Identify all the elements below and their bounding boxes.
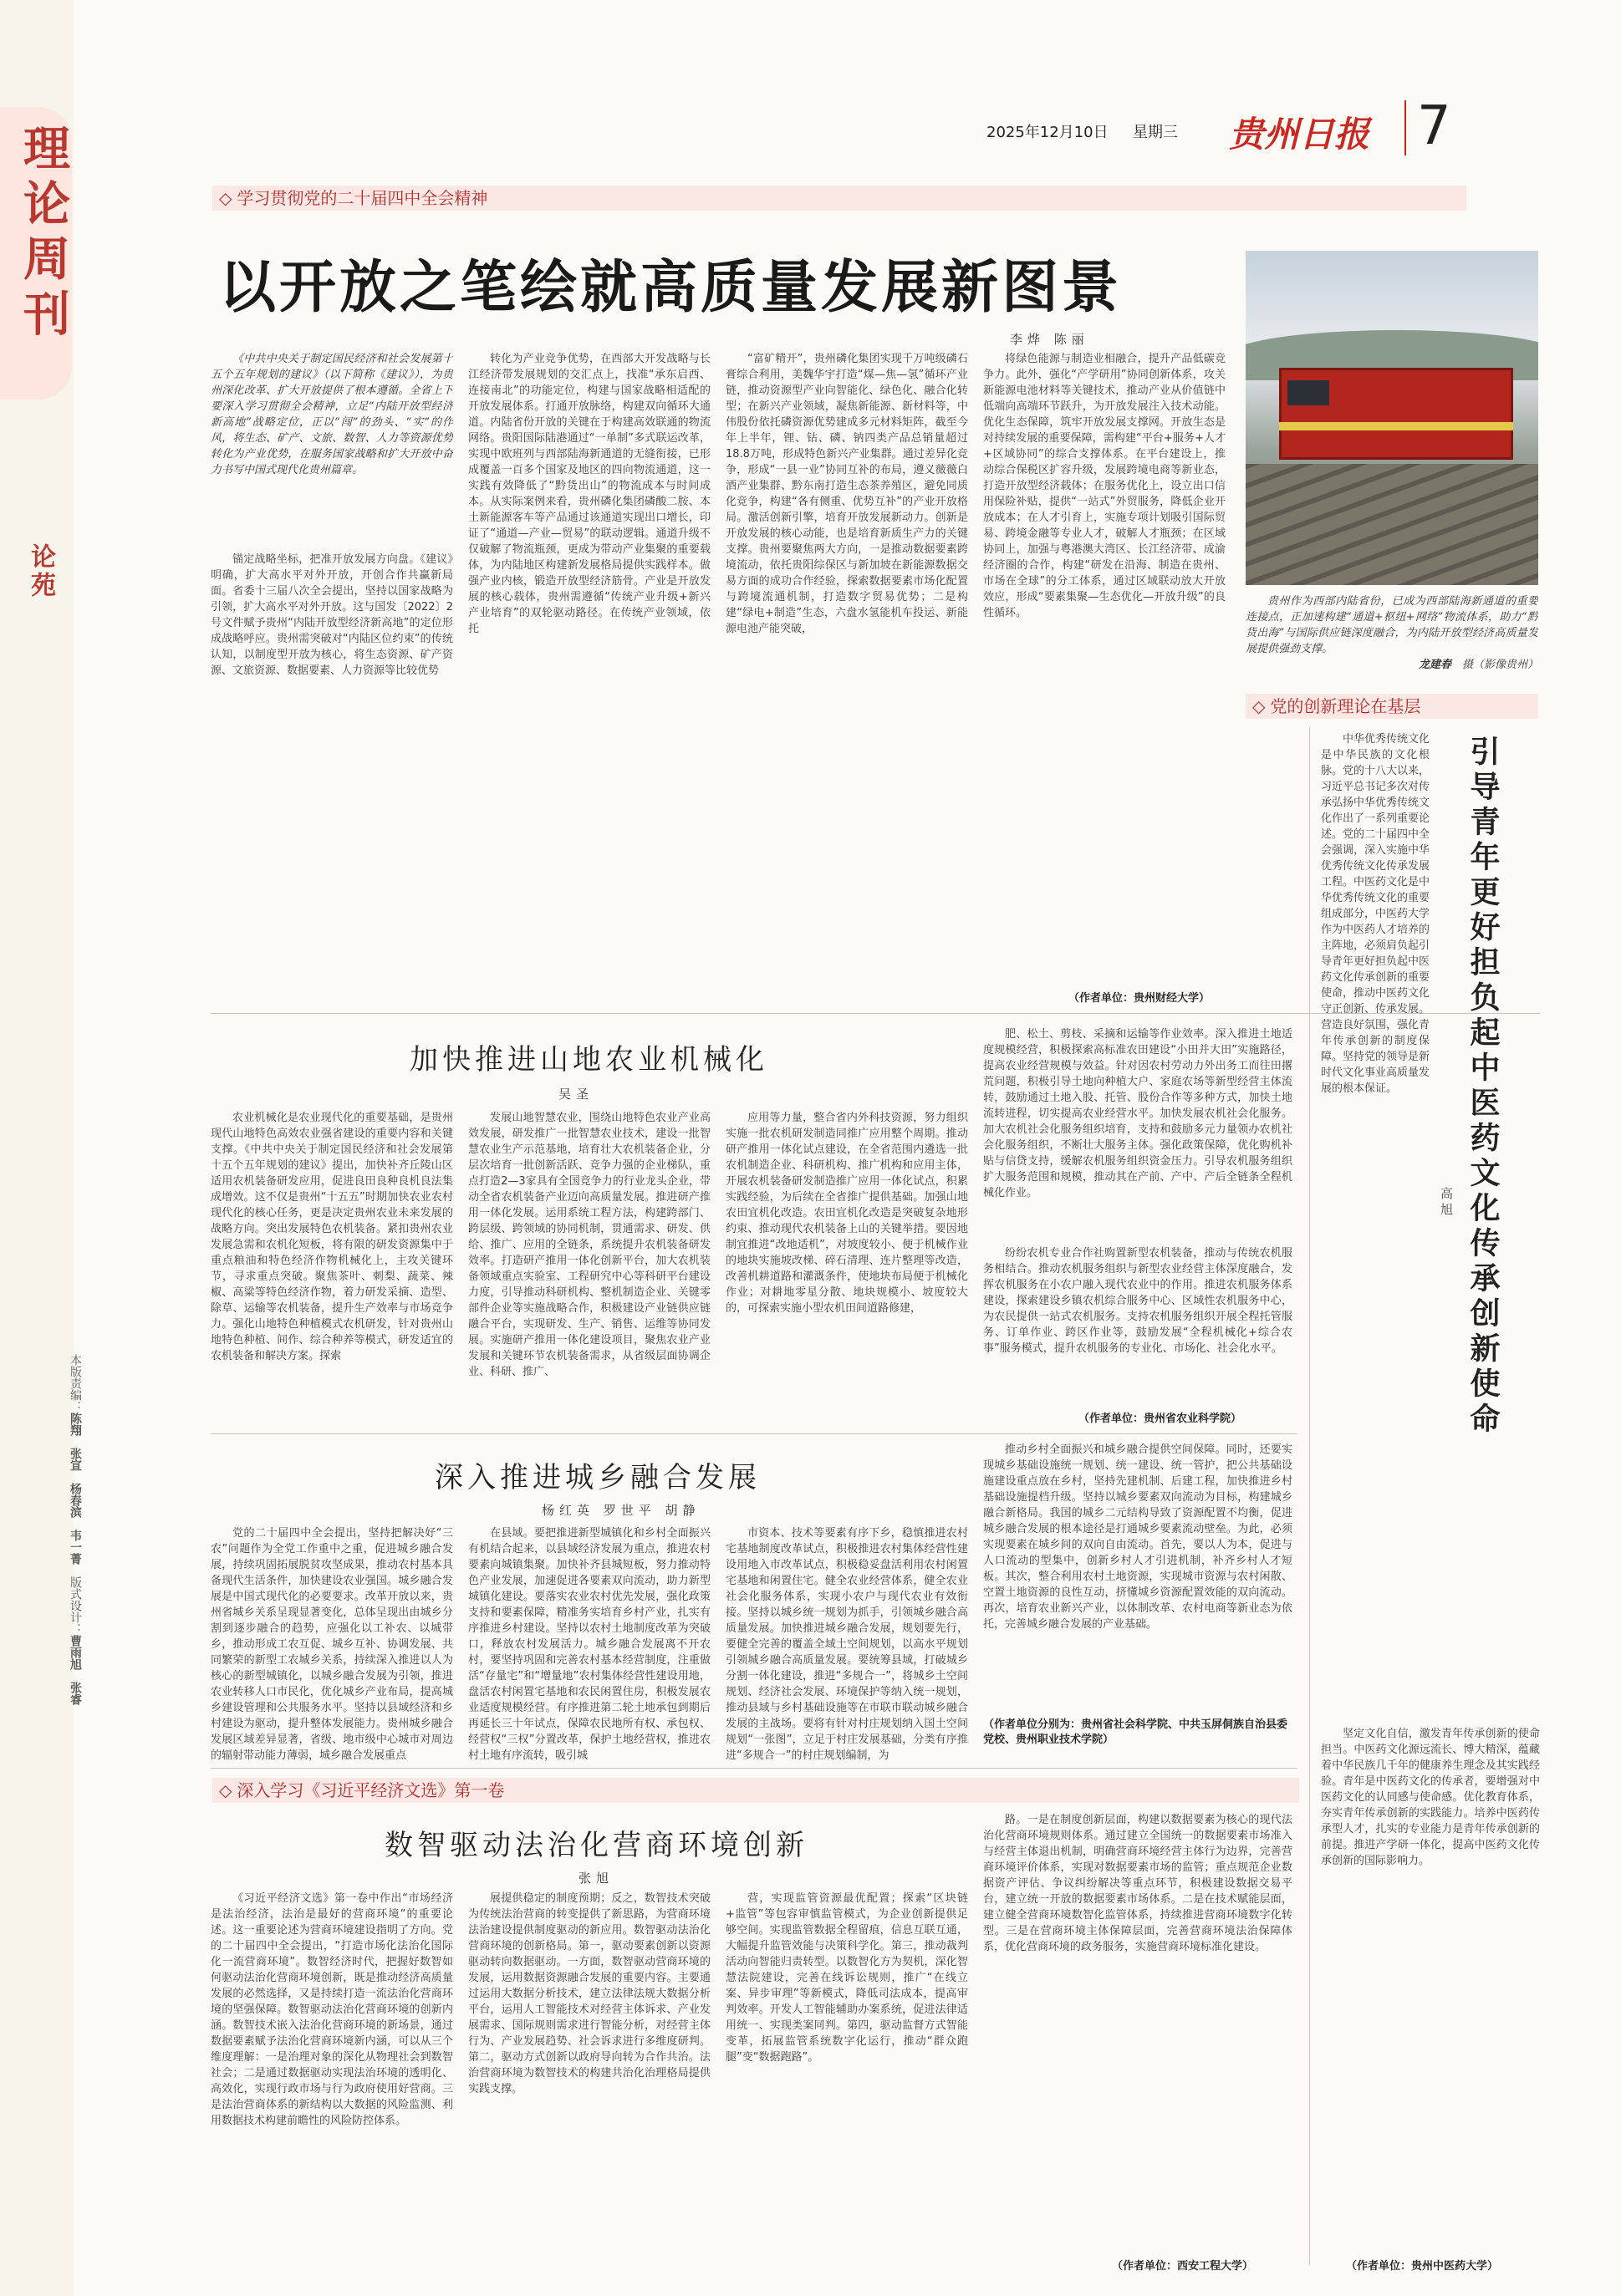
tag-innovation-grassroots [1246, 694, 1538, 719]
article2-col5 [983, 1245, 1292, 1404]
body-text: 展提供稳定的制度预期；反之，数智技术突破为传统法治营商的转变提供了新思路，为营商环境法治建设提供制度驱动的新应用。数智驱动法治化营商环境的创新格局。第一，驱动要素创新以资源驱动转向数据驱动。一方面，数智驱动营商环境的发展，运用数据资源融合发展的重要内容。主要通过运用大数据分析技术，建立法律法规大数据分析平台，运用人工智能技术对经营主体诉求、产业发展需求、国际规则需求进行智能分析，对经营主体行为、产业发展趋势、社会诉求进行多维度研判。第二，驱动方式创新以政府导向转为合作共治。法治营商环境为数智技术的构建共治化治理格局提供实践支撑。 [468, 1892, 711, 2095]
photo-caption [1246, 593, 1538, 685]
diamond-icon: ◇ [219, 188, 232, 208]
body-text: 营，实现监管资源最优配置；探索“区块链+监管”等包容审慎监管模式，为企业创新提供足够空间。实现监管数据全程留痕，信息互联互通，大幅提升监管效能与决策科学化。第三，推动裁判活动向智能归责转型。以数智化方为契机，深化智慧法院建设，完善在线诉讼规则，推广“在线立案、异步审理”等新模式，降低司法成本，提高审判效率。开发人工智能辅助办案系统，促进法律适用统一、实现类案同判。第四，驱动监督方式智能变革，拓展监管系统数字化运行，推动“群众跑腿”变“数据跑路”。 [726, 1892, 968, 2064]
editor-name: 韦一菁 [69, 1530, 82, 1565]
caption-text: 贵州作为西部内陆省份，已成为西部陆海新通道的重要连接点，正加速构建“通道+枢纽+网络”物流体系，助力“黔货出海”与国际供应链深度融合，为内陆开放型经济高质量发展提供强劲支撑。 [1246, 595, 1538, 655]
tag-label: 学习贯彻党的二十届四中全会精神 [237, 188, 488, 208]
article5-title: 引导青年更好担负起中医药文化传承创新使命 [1466, 736, 1500, 1438]
body-text: 党的二十届四中全会提出，坚持把解决好“三农”问题作为全党工作重中之重，促进城乡融合发展，持续巩固拓展脱贫攻坚成果，推动农村基本具备现代生活条件，加快建设农业强国。城乡融合发展是中国式现代化的必要要求。改革开放以来，贵州省城乡关系呈现显著变化，总体呈现出由城乡分割到逐步融合的趋势，应强化以工补农、以城带乡，推动形成工农互促、城乡互补、协调发展、共同繁荣的新型工农城乡关系，持续深入推进以人为核心的新型城镇化，以城乡融合发展为引领，推进农业转移人口市民化，优化城乡产业布局，提高城乡建设管理和公共服务水平。坚持以县域经济和乡村建设为驱动，提升整体发展能力。贵州城乡融合发展区域差异显著，省级、地市级中心城市对周边的辐射带动能力薄弱，城乡融合发展重点 [211, 1527, 453, 1762]
body-text: 路。一是在制度创新层面，构建以数据要素为核心的现代法治化营商环境规则体系。通过建立全国统一的数据要素市场准入与经营主体退出机制，明确营商环境经营主体行为边界，完善营商环境评价体系，实现对数据要素市场的监管；重点规范企业数据资产评估、争议纠纷解决等重点环节，积极建设数据交易平台，建立统一开放的数据要素市场体系。二是在技术赋能层面，建立健全营商环境数智化监管体系，持续推进营商环境数字化转型。三是在营商环境主体保障层面，完善营商环境法治保障体系，优化营商环境的政务服务，实施营商环境标准化建设。 [983, 1814, 1292, 1953]
issue-date: 2025年12月10日 [986, 124, 1109, 141]
article3-title: 深入推进城乡融合发展 [435, 1461, 761, 1494]
editor-name: 张宣 [69, 1448, 82, 1471]
article2-author: 吴圣 [558, 1087, 594, 1102]
designer-name: 曹雨旭 [69, 1635, 82, 1670]
article1-unit: （作者单位：贵州财经大学） [1068, 992, 1211, 1005]
article1-lead [211, 351, 453, 535]
article3-col3 [726, 1525, 968, 1768]
article4-author: 张旭 [579, 1871, 614, 1886]
divider [211, 1433, 1297, 1434]
article4-col2 [468, 1891, 711, 2263]
article2-title: 加快推进山地农业机械化 [410, 1043, 768, 1077]
article4-col1 [211, 1891, 453, 2263]
article1-col4 [983, 351, 1226, 986]
layout-label: 版式设计： [69, 1576, 82, 1635]
masthead [986, 95, 1538, 159]
article2-col3 [726, 1110, 968, 1428]
article3-author: 杨红英 罗世平 胡静 [542, 1503, 701, 1518]
diamond-icon: ◇ [1252, 696, 1266, 716]
article4-title: 数智驱动法治化营商环境创新 [385, 1829, 808, 1862]
tag-label: 深入学习《习近平经济文选》第一卷 [237, 1780, 505, 1800]
article1-author: 李烨 陈丽 [1010, 332, 1089, 347]
article3-col2 [468, 1525, 711, 1768]
locomotive-stripe [1279, 422, 1513, 430]
editor-name: 杨春滨 [69, 1483, 82, 1518]
body-text: 推动乡村全面振兴和城乡融合提供空间保障。同时，还要实现城乡基础设施统一规划、统一建设、统一管护，把公共基础设施建设重点放在乡村，坚持先建机制、后建工程，加快推进乡村基础设施提档升级。坚持以城乡要素双向流动为目标，构建城乡融合新格局。我国的城乡二元结构导致了资源配置不均衡，促进城乡融合发展的根本途径是打通城乡要素流动壁垒。为此，必须实现要素在城乡间的双向自由流动。首先，要以人为本，促进与人口流动的型集中，创新乡村人才引进机制，补齐乡村人才短板。其次，整合利用农村土地资源，实现城市资源与农村闲散、空置土地资源的良性互动，挤懂城乡资源配置效能的双向流动。再次，培育农业新兴产业，以体制改革、农村电商等新业态为依托，完善城乡融合发展的产业基础。 [983, 1443, 1292, 1631]
article3-unit: （作者单位分别为：贵州省社会科学院、中共玉屏侗族自治县委党校、贵州职业技术学院） [983, 1718, 1288, 1746]
body-text: 转化为产业竞争优势，在西部大开发战略与长江经济带发展规划的交汇点上，找准“承东启西、连接南北”的功能定位，构建与国家战略相适配的开放发展体系。打通开放脉络，构建双向循环大通道。内陆省份开放的关键在于构建高效联通的物流网络。贵阳国际陆港通过“一单制”多式联运改革，实现中欧班列与西部陆海新通道的无缝衔接，已形成覆盖一百多个国家及地区的四向物流通道，这一实践有效降低了“黔货出山”的物流成本与时间成本。从实际案例来看，贵州磷化集团磷酸二胺、本土新能源客车等产品通过该通道实现出口增长，印证了“通道—产业—贸易”的联动逻辑。通道升级不仅破解了物流瓶颈，更成为带动产业集聚的重要载体，为内陆地区构建新发展格局提供实践样本。做强产业内核，锻造开放型经济筋骨。产业是开放发展的核心载体，贵州需遵循“传统产业升级+新兴产业培育”的双轮驱动路径。在传统产业领域，依托 [468, 353, 711, 635]
article4-col3 [726, 1891, 968, 2263]
diamond-icon: ◇ [219, 1780, 232, 1800]
article1-title: 以开放之笔绘就高质量发展新图景 [219, 255, 1123, 321]
masthead-divider [1404, 100, 1406, 155]
section-title: 理论周刊 [16, 124, 71, 344]
article4-unit: （作者单位：西安工程大学） [1112, 2260, 1254, 2273]
body-text: 纷纷农机专业合作社购置新型农机装备，推动与传统农机服务相结合。推动农机服务组织与新型农业经营主体深度融合，发挥农机服务在小农户融入现代农业中的作用。推进农机服务体系建设，探索建设乡镇农机综合服务中心、区域性农机服务中心，为农民提供一站式农机服务。支持农机服务组织开展全程托管服务、订单作业、跨区作业等，鼓励发展“全程机械化+综合农事”服务模式，提升农机服务的专业化、市场化、社会化水平。 [983, 1247, 1292, 1355]
article1-col3 [726, 351, 968, 1003]
body-text: 肥、松土、剪枝、采摘和运输等作业效率。深入推进土地适度规模经营，积极探索高标准农田建设“小田并大田”实施路径，提高农业经营规模与效益。针对因农村劳动力外出务工而往田撂荒问题，积极引导土地向种植大户、家庭农场等新型经营主体流转，鼓励通过土地入股、托管、股份合作等多种方式，加快土地流转进程，切实提高农业经营水平。加快发展农机社会化服务。加大农机社会化服务组织培育，支持和鼓励多元力量领办农机社会化服务组织，不断壮大服务主体。强化政策保障，优化购机补贴与信贷支持，缓解农机服务组织资金压力。引导农机服务组织扩大服务范围和规模，推动其在产前、产中、产后全链条全程机械化作业。 [983, 1028, 1292, 1199]
tag-study-economic-works [212, 1778, 1299, 1803]
lead-text: 《中共中央关于制定国民经济和社会发展第十五个五年规划的建议》（以下简称《建议》），为贵州深化改革、扩大开放提供了根本遵循。全省上下要深入学习贯彻全会精神，立足“内陆开放型经济新高地”战略定位，正以“闯”的劲头、“实”的作风，将生态、矿产、文旅、数智、人力等资源优势转化为产业优势，在服务国家战略和扩大开放中奋力书写中国式现代化贵州篇章。 [211, 353, 453, 476]
tag-study-plenum [212, 186, 1466, 211]
article2-unit: （作者单位：贵州省农业科学院） [1078, 1413, 1242, 1425]
body-text: 坚定文化自信，激发青年传承创新的使命担当。中医药文化源远流长、博大精深，蕴藏着中华民族几千年的健康养生理念及其实践经验。青年是中医药文化的传承者，要增强对中医药文化的认同感与使命感。优化教育体系，夯实青年传承创新的实践能力。培养中医药传承型人才，扎实的专业能力是青年传承创新的前提。推进产学研一体化，提高中医药文化传承创新的国际影响力。 [1321, 1728, 1540, 1867]
divider [211, 1768, 1297, 1769]
newspaper-logo: 贵州日报 [1229, 114, 1370, 155]
locomotive-window [1287, 380, 1329, 405]
editor-name: 陈翔 [69, 1413, 82, 1436]
article2-col2 [468, 1110, 711, 1428]
issue-weekday: 星期三 [1133, 124, 1178, 141]
body-text: 将绿色能源与制造业相融合，提升产品低碳竞争力。此外，强化“产学研用”协同创新体系，攻关新能源电池材料等关键技术，推动产业从价值链中低端向高端环节跃升，为开放发展注入技术动能。优化生态保障，筑牢开放发展支撑网。开放生态是对持续发展的重要保障，需构建“平台+服务+人才+区域协同”的综合支撑体系。在平台建设上，推动综合保税区扩容升级，发展跨境电商等新业态，打造开放型经济载体；在服务优化上，设立出口信用保险补贴，提供“一站式”外贸服务，降低企业开放成本；在人才引育上，实施专项计划吸引国际贸易、跨境金融等专业人才，破解人才瓶颈；在区域协同上，加强与粤港澳大湾区、长江经济带、成渝经济圈的合作，构建“研发在沿海、制造在贵州、市场在全球”的分工体系，通过区域联动放大开放效应，形成“要素集聚—生态优化—开放升级”的良性循环。 [983, 353, 1226, 619]
divider [1309, 727, 1310, 2265]
article3-col1 [211, 1525, 453, 1768]
body-text: 发展山地智慧农业，围绕山地特色农业产业高效发展，研发推广一批智慧农业技术，建设一批智慧农业生产示范基地，培育壮大农机装备企业，分层次培育一批创新活跃、竞争力强的企业梯队，重点打造2—3家具有全国竞争力的行业龙头企业，带动全省农机装备产业迈向高质量发展。推进研产推用一体化发展。运用系统工程方法，构建跨部门、跨层级、跨领域的协同机制，贯通需求、研发、供给、推广、应用的全链条，系统提升农机装备研发效率。打造研产推用一体化创新平台，加大农机装备领域重点实验室、工程研究中心等科研平台建设力度，引导推动科研机构、整机制造企业、关键零部件企业等实施战略合作，积极建设产业链供应链融合平台，实现研发、生产、销售、运维等协同发展。实施研产推用一体化建设项目，聚焦农业产业发展和关键环节农机装备需求，从省级层面协调企业、科研、推广、 [468, 1112, 711, 1378]
body-text: 应用等力量，整合省内外科技资源，努力组织实施一批农机研发制造同推广应用整个周期。推动研产推用一体化试点建设，在全省范围内遴选一批农机制造企业、科研机构、推广机构和应用主体，开展农机装备研发制造推广应用一体化试点，积累实践经验，为后续在全省推广提供基础。加强山地农田宜机化改造。农田宜机化改造是突破复杂地形约束、推动现代农机装备上山的关键举措。要因地制宜推进“改地适机”，对坡度较小、便于机械作业的地块实施坡改梯、碎石清理、连片整理等改造，改善机耕道路和灌溉条件，使地块布局便于机械化作业；对耕地零星分散、地块规模小、坡度较大的，可探索实施小型农机田间道路修建， [726, 1112, 968, 1315]
article3-col4 [983, 1442, 1292, 1713]
body-text: 市资本、技术等要素有序下乡，稳慎推进农村宅基地制度改革试点，积极推进农村集体经营性建设用地入市改革试点，积极稳妥盘活利用农村闲置宅基地和闲置住宅。健全农业经营体系，健全农业社会化服务体系，实现小农户与现代农业有效衔接。坚持以城乡统一规划为抓手，引领城乡融合高质量发展。加快推进城乡融合发展，规划要先行，要健全完善的覆盖全域土空间规划，以高水平规划引领城乡融合高质量发展。要统筹县域，打破城乡分割一体化建设，推进“多规合一”，将城乡土空间规划、经济社会发展、环境保护等纳入统一规划，推动县域与乡村基础设施等在市联市联动城乡融合发展的主战场。要将有针对村庄规划纳入国土空间规划“一张图”，立足于村庄发展基础，分类有序推进“多规合一”的村庄规划编制，为 [726, 1527, 968, 1762]
page-number: 7 [1417, 95, 1451, 157]
designer-name: 张睿 [69, 1682, 82, 1705]
body-text: 农业机械化是农业现代化的重要基础，是贵州现代山地特色高效农业强省建设的重要内容和关键支撑。《中共中央关于制定国民经济和社会发展第十五个五年规划的建议》提出，加快补齐丘陵山区适用农机装备研发应用，促进良田良种良机良法集成增效。这不仅是贵州“十五五”时期加快农业农村现代化的核心任务，更是决定贵州农业未来发展的战略方向。突出发展特色农机装备。紧扣贵州农业发展急需和农机化短板，将有限的研发资源集中于重点粮油和特色经济作物机械化上，主攻关键环节，寻求重点突破。聚焦茶叶、刺梨、蔬菜、辣椒、高粱等特色经济作物，着力研发采摘、造型、除草、运输等农机装备，提升生产效率与市场竞争力。强化山地特色种植模式农机研发，针对贵州山地特色种植、间作、综合种养等模式，研发适宜的农机装备和解决方案。探索 [211, 1112, 453, 1362]
article5-col1 [1321, 731, 1430, 1718]
article5-col2 [1321, 1726, 1540, 2248]
sub-section-label: 论苑 [26, 543, 55, 600]
train-photo [1246, 251, 1538, 585]
photo-credit: 龙建春 [1418, 659, 1451, 671]
article2-col1 [211, 1110, 453, 1428]
article5-author: 高旭 [1439, 1187, 1454, 1219]
article5-unit: （作者单位：贵州中医药大学） [1346, 2260, 1499, 2273]
body-text: “富矿精开”，贵州磷化集团实现千万吨级磷石膏综合利用，美魏华宇打造“煤—焦—氢”循环产业链，推动资源型产业向智能化、绿色化、融合化转型；在新兴产业领域，凝焦新能源、新材料等，中伟股份依托磷资源优势建成多元材料矩阵，截至今年上半年，锂、钴、磷、钠四类产品总销量超过18.8万吨，形成特色新兴产业集群。通过差异化竞争，形成“一县一业”协同互补的布局，遵义薇薇白酒产业集群、黔东南打造生态茶养殖区，避免同质化竞争，构建“各有侧重、优势互补”的产业开放格局。激活创新引擎，培育开放发展新动力。创新是开放发展的核心动能，也是培育新质生产力的关键支撑。贵州要聚焦两大方向，一是推动数据要素跨境流动，依托贵阳综保区与新加坡在新能源数据交易方面的成功合作经验，探索数据要素市场化配置与跨境流通机制，打造数字贸易优势；二是构建“绿电+制造”生态，六盘水氢能机车投运、新能源电池产能突破， [726, 353, 968, 635]
body-text: 锚定战略坐标，把准开放发展方向盘。《建议》明确，扩大高水平对外开放，开创合作共赢新局面。省委十三届八次全会提出，坚持以国家战略为引领，扩大高水平对外开放。这与国发〔2022〕2号文件赋予贵州“内陆开放型经济新高地”的定位形成战略呼应。贵州需突破对“内陆区位约束”的传统认知，以制度型开放为核心，将生态资源、矿产资源、文旅资源、数据要素、人力资源等比较优势 [211, 553, 453, 677]
article2-col4 [983, 1026, 1292, 1244]
article1-col2 [468, 351, 711, 1003]
rail-track [1246, 464, 1538, 585]
editors-credit [65, 1354, 85, 1705]
body-text: 《习近平经济文选》第一卷中作出“市场经济是法治经济，法治是最好的营商环境”的重要论述。这一重要论述为营商环境建设指明了方向。党的二十届四中全会提出，“打造市场化法治化国际化一流营商环境”。数智经济时代，把握好数智如何驱动法治化营商环境创新，既是推动经济高质量发展的必然选择，又是持续打造一流法治化营商环境的坚强保障。数智驱动法治化营商环境的创新内涵。数智技术嵌入法治化营商环境的新场景，通过数据要素赋予法治化营商环境新内涵，可以从三个维度理解：一是治理对象的深化从物理社会到数智社会；二是通过数据驱动实现法治环境的透明化、高效化，实现行政市场与行为政府使用好营商。三是法治营商体系的新结构以大数据的风险监测、利用数据技术构建前瞻性的风险防控体系。 [211, 1892, 453, 2127]
editors-label: 本版责编： [69, 1354, 82, 1413]
article4-col4 [983, 1812, 1292, 2247]
body-text: 在县域。要把推进新型城镇化和乡村全面振兴有机结合起来，以县域经济发展为重点，推进农村要素向城镇集聚。加快补齐县城短板，努力推动特色产业发展，加速促进各要素双向流动，助力新型城镇化建设。要落实农业农村优先发展，强化政策支持和要素保障，精准务实培育乡村产业，扎实有序推进乡村建设。坚持以农村土地制度改革为突破口，释放农村发展活力。城乡融合发展离不开农村，要坚持巩固和完善农村基本经营制度，注重做活“存量宅”和“增量地”农村集体经营性建设用地，盘活农村闲置宅基地和农民闲置住房，积极发展农业适度规模经营。有序推进第二轮土地承包到期后再延长三十年试点，保障农民地所有权、承包权、经营权“三权”分置改革，保护土地经营权，推进农村土地有序流转，吸引城 [468, 1527, 711, 1762]
photo-source: 摄（影像贵州） [1461, 659, 1538, 671]
body-text: 中华优秀传统文化是中华民族的文化根脉。党的十八大以来，习近平总书记多次对传承弘扬中华优秀传统文化作出了一系列重要论述。党的二十届四中全会强调，深入实施中华优秀传统文化传承发展工程。中医药文化是中华优秀传统文化的重要组成部分，中医药大学作为中医药人才培养的主阵地，必须肩负起引导青年更好担负起中医药文化传承创新的重要使命，推动中医药文化守正创新、传承发展。营造良好氛围，强化青年传承创新的制度保障。坚持党的领导是新时代文化事业高质量发展的根本保证。 [1321, 733, 1430, 1095]
article1-col1 [211, 552, 453, 1003]
tag-label: 党的创新理论在基层 [1270, 696, 1421, 716]
